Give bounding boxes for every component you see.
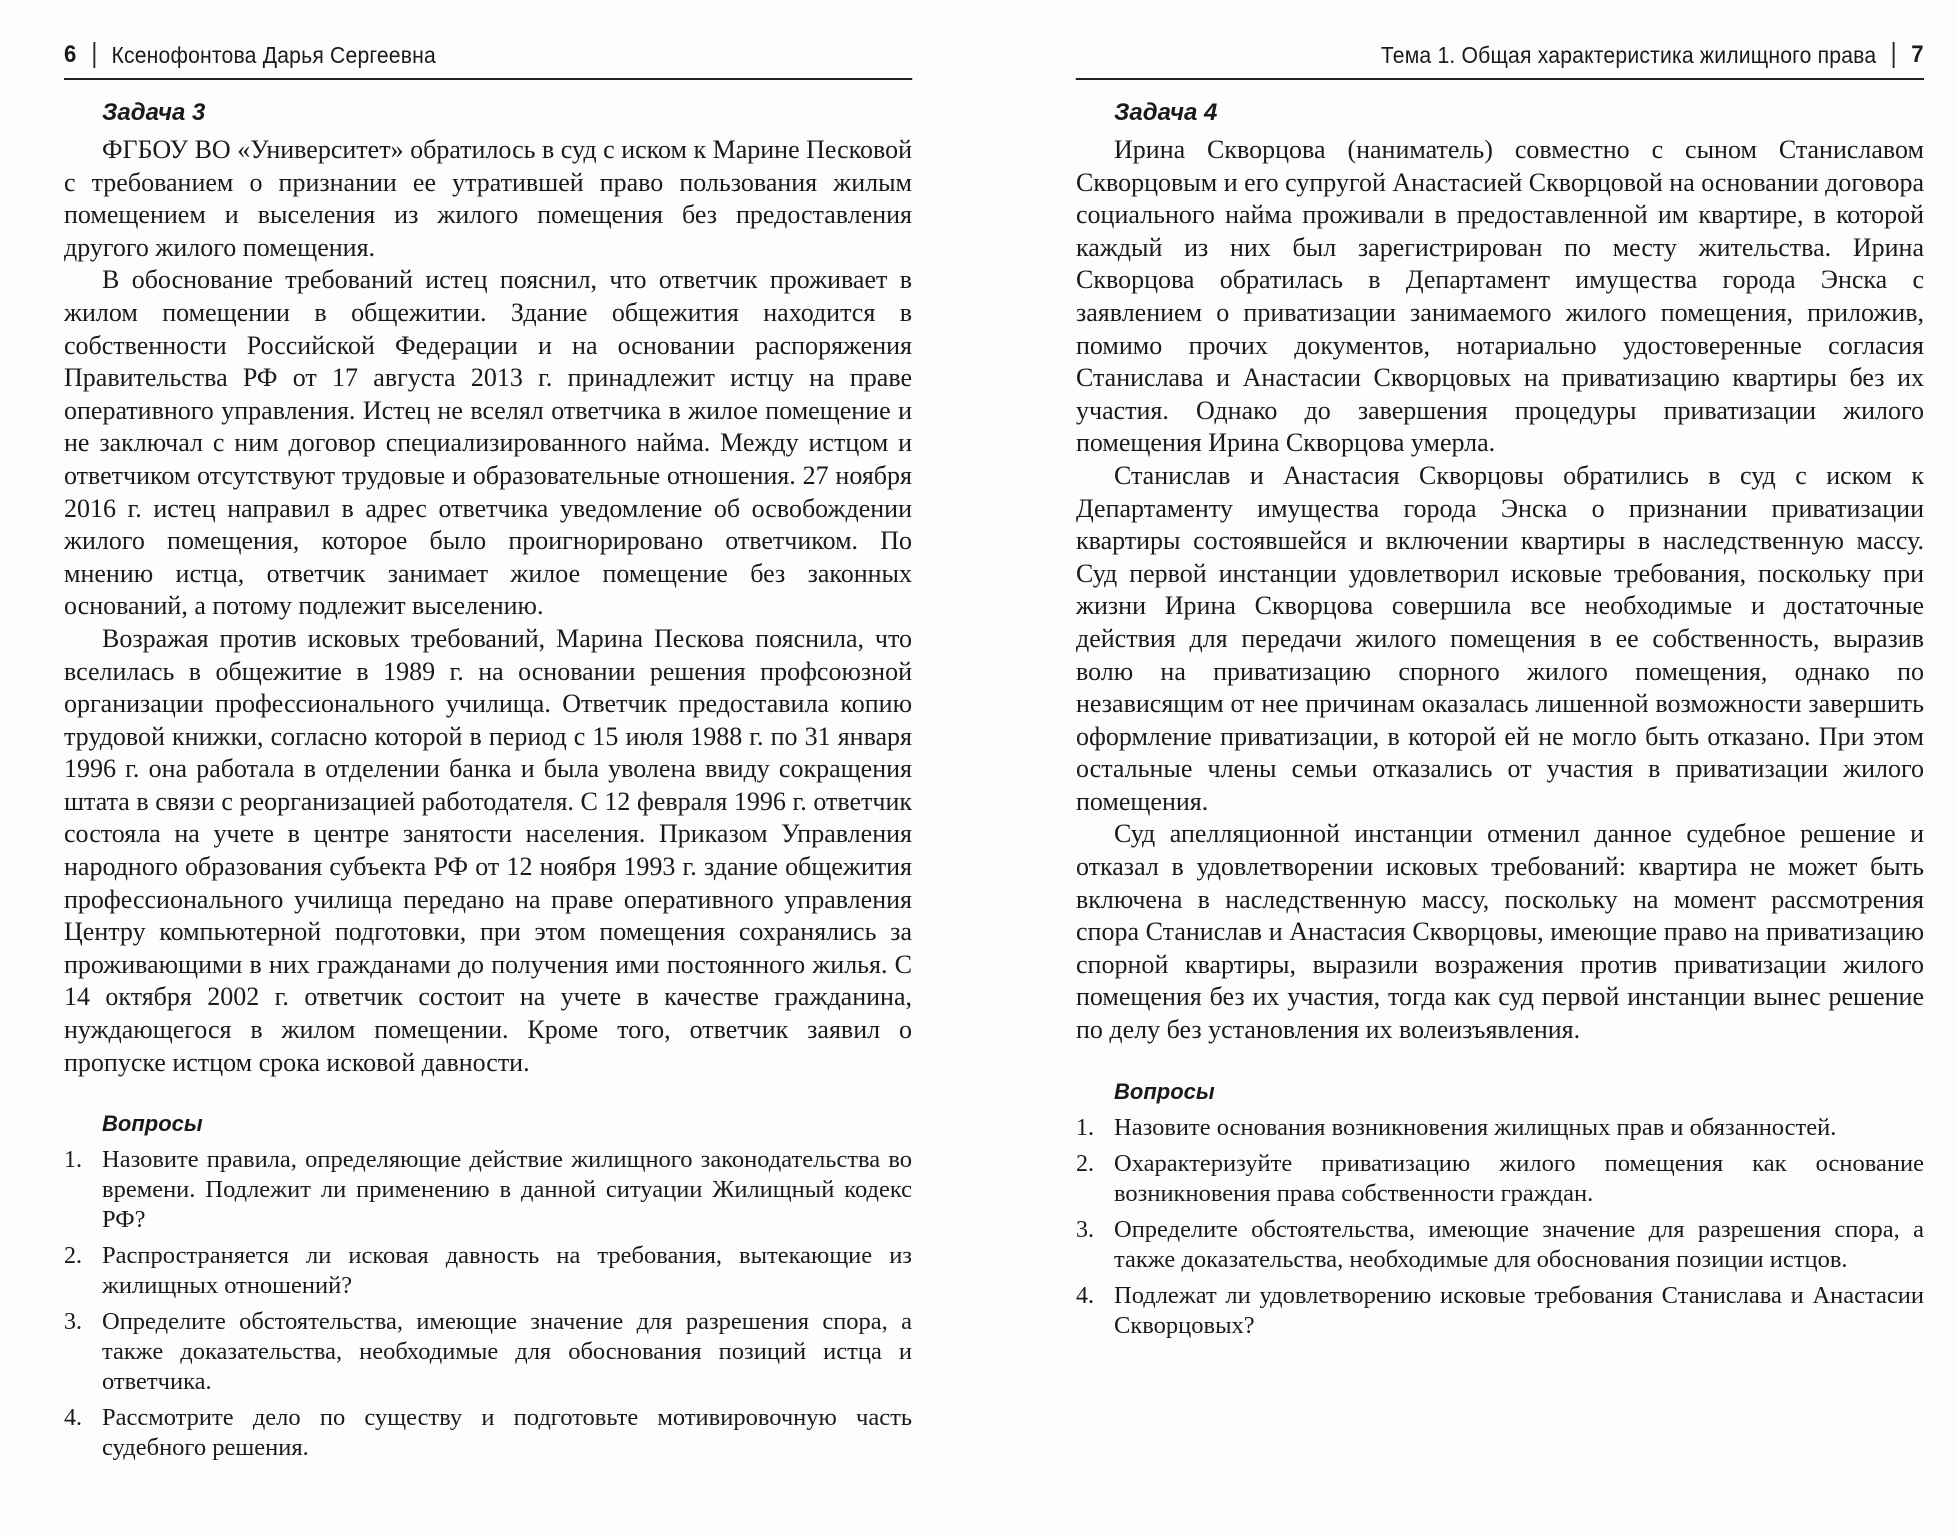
task-3-paragraph: ФГБОУ ВО «Университет» обратилось в суд с иском к Марине Песковой с требованием о признании ее утратившей право пользования жилым помещением и выселения из жилого помещения без предоставления другого жилого помещения. xyxy=(64,135,912,262)
task-3-paragraph: В обоснование требований истец пояснил, что ответчик проживает в жилом помещении в общежитии. Здание общежития находится в собственности Российской Федерации и на основании распоряжения Правительства РФ от 17 августа 2013 г. принадлежит истцу на праве оперативного управления. Истец не вселял ответчика в жилое помещение и не заключал с ним договор специализированного найма. Между истцом и ответчиком отсутствуют трудовые и образовательные отношения. 27 ноября 2016 г. истец направил в адрес ответчика уведомление об освобождении жилого помещения, которое было проигнорировано ответчиком. По мнению истца, ответчик занимает жилое помещение без законных оснований, а потому подлежит выселению. xyxy=(64,265,912,621)
question-number: 1. xyxy=(64,1147,82,1174)
task-4-title: Задача 4 xyxy=(1114,99,1218,126)
question-text: Назовите основания возникновения жилищных прав и обязанностей. xyxy=(1114,1113,1837,1141)
right-header-title: Тема 1. Общая характеристика жилищного права xyxy=(1381,41,1877,68)
header-separator xyxy=(1893,42,1895,68)
header-separator xyxy=(93,42,95,68)
right-running-head xyxy=(1076,38,1924,80)
question-number: 4. xyxy=(1076,1282,1094,1309)
task-3-questions-list xyxy=(64,1145,912,1463)
question-text: Распространяется ли исковая давность на требования, вытекающие из жилищных отношений? xyxy=(102,1242,912,1300)
question-number: 4. xyxy=(64,1405,82,1432)
task-4-paragraph: Станислав и Анастасия Скворцовы обратились в суд с иском к Департаменту имущества города Энска о признании приватизации квартиры состоявшейся и включении квартиры в наследственную массу. Суд первой инстанции удовлетворил исковые требования, поскольку при жизни Ирина Скворцова совершила все необходимые и достаточные действия для передачи жилого помещения в ее собственность, выразив волю на приватизацию спорного жилого помещения, однако по независящим от нее причинам оказалась лишенной возможности завершить оформление приватизации, в которой ей не могло быть отказано. При этом остальные члены семьи отказались от участия в приватизации жилого помещения. xyxy=(1076,460,1924,816)
task-4-paragraph: Суд апелляционной инстанции отменил данное судебное решение и отказал в удовлетворении исковых требований: квартира не может быть включена в наследственную массу, поскольку на момент рассмотрения спора Станислав и Анастасия Скворцовы, имеющие право на приватизацию спорной квартиры, выразили возражения против приватизации жилого помещения без их участия, тогда как суд первой инстанции вынес решение по делу без установления их волеизъявления. xyxy=(1076,819,1924,1045)
left-running-head xyxy=(64,38,912,80)
left-page xyxy=(64,38,912,1469)
question-item xyxy=(64,1145,912,1235)
task-4-paragraph: Ирина Скворцова (наниматель) совместно с сыном Станиславом Скворцовым и его супругой Анастасией Скворцовой на основании договора социального найма проживали в предоставленной им квартире, в которой каждый из них был зарегистрирован по месту жительства. Ирина Скворцова обратилась в Департамент имущества города Энска с заявлением о приватизации занимаемого жилого помещения, приложив, помимо прочих документов, нотариально удостоверенные согласия Станислава и Анастасии Скворцовых на приватизацию квартиры без их участия. Однако до завершения процедуры приватизации жилого помещения Ирина Скворцова умерла. xyxy=(1076,135,1924,458)
question-number: 3. xyxy=(64,1309,82,1336)
question-number: 2. xyxy=(64,1243,82,1270)
task-3-title: Задача 3 xyxy=(102,99,206,126)
question-item xyxy=(1076,1149,1924,1209)
question-item xyxy=(1076,1281,1924,1341)
task-4-questions-list xyxy=(1076,1113,1924,1341)
question-text: Рассмотрите дело по существу и подготовьте мотивировочную часть судебного решения. xyxy=(102,1404,912,1462)
question-item xyxy=(64,1241,912,1301)
question-text: Определите обстоятельства, имеющие значение для разрешения спора, а также доказательства, необходимые для обоснования позиции истцов. xyxy=(1114,1215,1924,1273)
task-4-questions-title: Вопросы xyxy=(1114,1078,1215,1104)
question-number: 1. xyxy=(1076,1114,1094,1141)
question-text: Назовите правила, определяющие действие жилищного законодательства во времени. Подлежит ли применению в данной ситуации Жилищный кодекс РФ? xyxy=(102,1146,912,1234)
question-text: Подлежат ли удовлетворению исковые требования Станислава и Анастасии Скворцовых? xyxy=(1114,1281,1924,1339)
right-page xyxy=(1076,38,1924,1347)
task-3-paragraph: Возражая против исковых требований, Марина Пескова пояснила, что вселилась в общежитие в 1989 г. на основании решения профсоюзной организации профессионального училища. Ответчик предоставила копию трудовой книжки, согласно которой в период с 15 июля 1988 г. по 31 января 1996 г. она работала в отделении банка и была уволена ввиду сокращения штата в связи с реорганизацией работодателя. С 12 февраля 1996 г. ответчик состояла на учете в центре занятости населения. Приказом Управления народного образования субъекта РФ от 12 ноября 1993 г. здание общежития профессионального училища передано на праве оперативного управления Центру компьютерной подготовки, при этом помещения сохранялись за проживающими в них гражданами до получения ими постоянного жилья. С 14 октября 2002 г. ответчик состоит на учете в качестве гражданина, нуждающегося в жилом помещении. Кроме того, ответчик заявил о пропуске истцом срока исковой давности. xyxy=(64,623,912,1077)
left-header-author: Ксенофонтова Дарья Сергеевна xyxy=(111,41,436,68)
question-number: 3. xyxy=(1076,1216,1094,1243)
question-number: 2. xyxy=(1076,1150,1094,1177)
right-page-number: 7 xyxy=(1911,41,1924,68)
question-item xyxy=(64,1403,912,1463)
question-item xyxy=(1076,1113,1924,1143)
task-3-questions-title: Вопросы xyxy=(102,1111,203,1137)
question-text: Определите обстоятельства, имеющие значение для разрешения спора, а также доказательства, необходимые для обоснования позиций истца и ответчика. xyxy=(102,1308,912,1396)
question-item xyxy=(64,1307,912,1397)
question-item xyxy=(1076,1215,1924,1275)
question-text: Охарактеризуйте приватизацию жилого помещения как основание возникновения права собственности граждан. xyxy=(1114,1149,1924,1207)
left-page-number: 6 xyxy=(64,41,77,68)
